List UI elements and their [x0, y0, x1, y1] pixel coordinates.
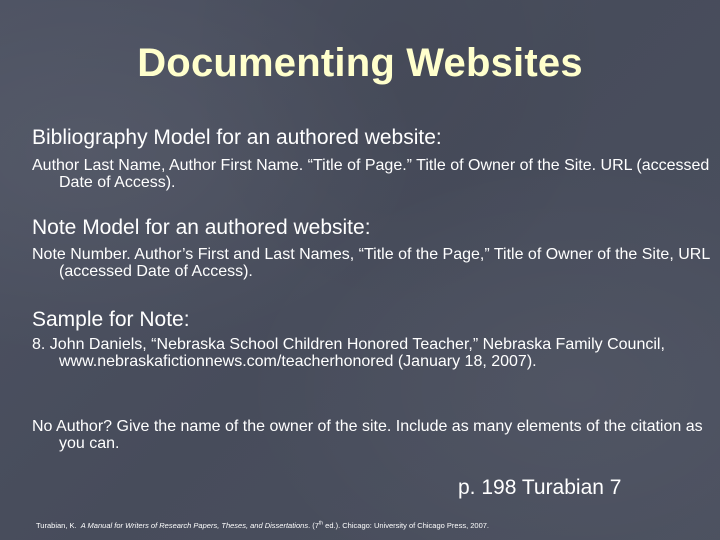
- sample-text: 8. John Daniels, “Nebraska School Children Honored Teacher,” Nebraska Family Council, www.nebraskafictionnews.com/teacherhonored (January 18, 2007).: [32, 336, 665, 370]
- note-model-text: Note Number. Author’s First and Last Names, “Title of the Page,” Title of Owner of the Site, URL (accessed Date of Access).: [32, 246, 710, 280]
- footer-edition-sup: th: [318, 520, 324, 527]
- footer-author: Turabian, K.: [36, 521, 77, 530]
- footer-citation: [36, 521, 489, 531]
- slide-title: Documenting Websites: [137, 41, 583, 85]
- page-reference: p. 198 Turabian 7: [458, 476, 622, 499]
- footer-book-title: A Manual for Writers of Research Papers, Theses, and Dissertations: [80, 521, 309, 530]
- footer-edition-pre: . (7: [308, 521, 319, 530]
- note-model-heading: Note Model for an authored website:: [32, 216, 371, 239]
- bibliography-text: Author Last Name, Author First Name. “Title of Page.” Title of Owner of the Site. URL (accessed Date of Access).: [32, 157, 710, 191]
- sample-heading: Sample for Note:: [32, 308, 190, 331]
- no-author-text: No Author? Give the name of the owner of the site. Include as many elements of the citation as you can.: [32, 418, 703, 452]
- bibliography-heading: Bibliography Model for an authored website:: [32, 126, 442, 149]
- footer-edition-post: ed.). Chicago: University of Chicago Press, 2007.: [323, 521, 490, 530]
